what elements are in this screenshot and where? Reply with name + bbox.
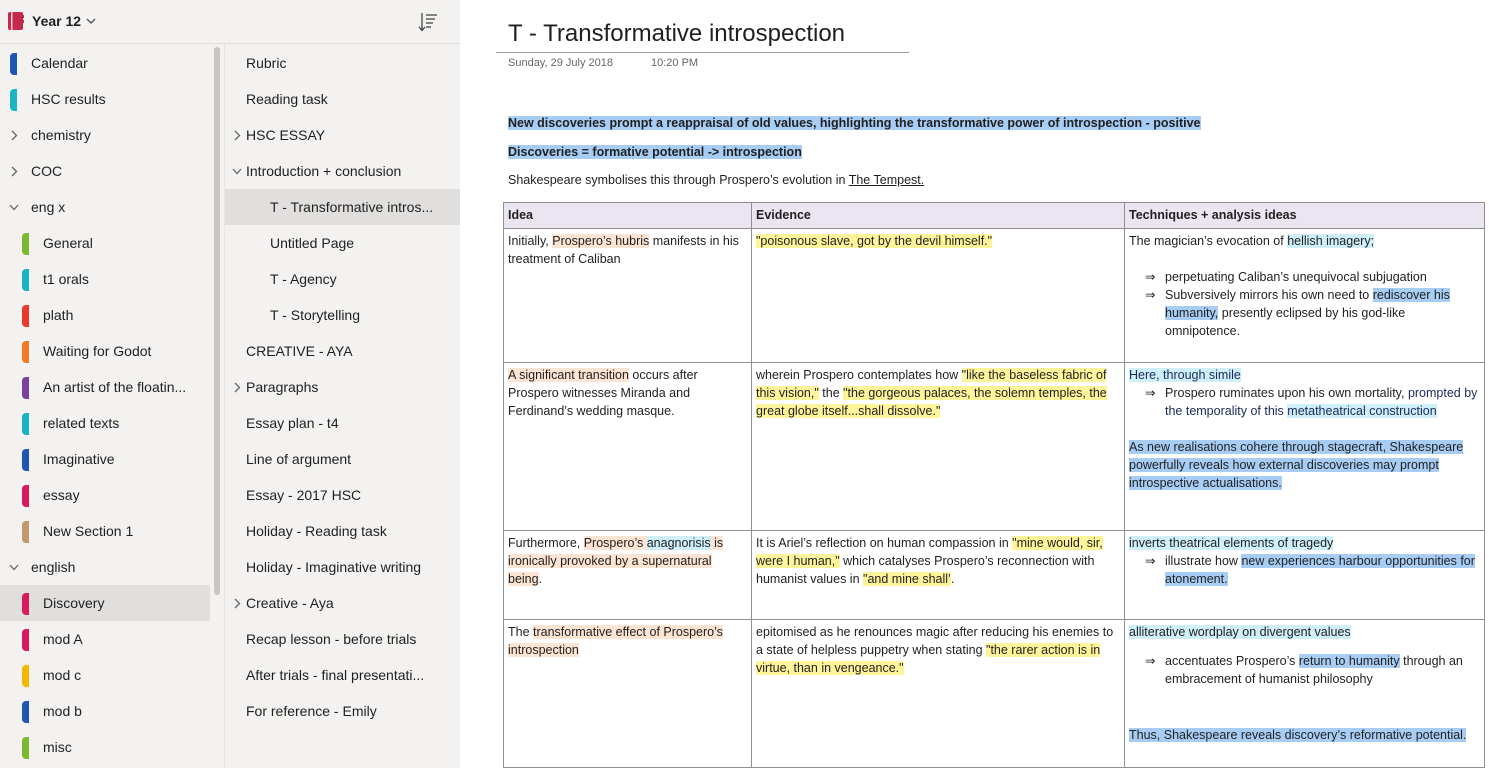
section-item-new-section-1[interactable] [0, 513, 210, 549]
section-color-tab [22, 701, 29, 723]
section-label: chemistry [31, 127, 91, 143]
section-item-discovery[interactable] [0, 585, 210, 621]
section-group-caret[interactable] [9, 129, 19, 141]
chevron-right-icon[interactable] [232, 130, 242, 142]
page-item-rubric[interactable] [225, 45, 460, 81]
arrow-icon: ⇒ [1145, 654, 1156, 668]
chevron-down-icon[interactable] [9, 562, 19, 574]
section-item-related-texts[interactable] [0, 405, 210, 441]
chevron-right-icon[interactable] [9, 130, 19, 142]
cell-evidence[interactable]: wherein Prospero contemplates how "like the baseless fabric of this vision," the "the gorgeous palaces, the solemn temples, the great globe itself...shall dissolve." [752, 363, 1125, 531]
cell-evidence[interactable]: It is Ariel’s reflection on human compassion in "mine would, sir, were I human," which catalyses Prospero’s reconnection with humanist values in "and mine shall’. [752, 531, 1125, 620]
section-color-tab [22, 269, 29, 291]
header-techniques[interactable]: Techniques + analysis ideas [1125, 203, 1485, 229]
chevron-right-icon[interactable] [232, 598, 242, 610]
page-item-untitled-page[interactable] [225, 225, 460, 261]
page-label: Holiday - Imaginative writing [246, 559, 422, 575]
page-label: HSC ESSAY [246, 127, 326, 143]
chevron-down-icon[interactable] [232, 166, 242, 178]
page-label: Rubric [246, 55, 287, 71]
cell-evidence[interactable]: "poisonous slave, got by the devil himself." [752, 229, 1125, 363]
section-group-caret[interactable] [9, 201, 19, 213]
table-row [504, 531, 1485, 620]
page-item-for-reference-emily[interactable] [225, 693, 460, 729]
arrow-icon: ⇒ [1145, 386, 1156, 400]
section-item-general[interactable] [0, 225, 210, 261]
page-label: Holiday - Reading task [246, 523, 387, 539]
section-color-tab [22, 377, 29, 399]
page-item-essay-2017-hsc[interactable] [225, 477, 460, 513]
cell-techniques[interactable]: inverts theatrical elements of tragedy ⇒ illustrate how new experiences harbour opportunities for atonement. [1125, 531, 1485, 620]
page-label: Introduction + conclusion [246, 163, 402, 179]
page-item-t-agency[interactable] [225, 261, 460, 297]
page-item-reading-task[interactable] [225, 81, 460, 117]
section-label: t1 orals [43, 271, 89, 287]
section-color-tab [22, 521, 29, 543]
page-label: Recap lesson - before trials [246, 631, 417, 647]
cell-techniques[interactable]: Here, through simile ⇒ Prospero ruminates upon his own mortality, prompted by the temporality of this metatheatrical construction As new realisations cohere through stagecraft, Shakespeare powerfully reveals how external discoveries may prompt introspective actualisations. [1125, 363, 1485, 531]
page-label: Essay plan - t4 [246, 415, 339, 431]
page-item-introduction-conclusion[interactable] [225, 153, 460, 189]
section-label: General [43, 235, 93, 251]
section-label: eng x [31, 199, 66, 215]
section-label: mod c [43, 667, 82, 683]
section-item-waiting-for-godot[interactable] [0, 333, 210, 369]
sections-scrollbar[interactable] [214, 47, 220, 595]
notebook-header [0, 0, 460, 44]
table-row [504, 229, 1485, 363]
section-color-tab [10, 89, 17, 111]
section-item-t1-orals[interactable] [0, 261, 210, 297]
text-title-the-tempest: The Tempest. [848, 173, 925, 187]
page-label: T - Storytelling [270, 307, 360, 323]
section-color-tab [22, 737, 29, 759]
section-item-essay[interactable] [0, 477, 210, 513]
cell-idea[interactable]: Furthermore, Prospero’s anagnorisis is ironically provoked by a supernatural being. [504, 531, 752, 620]
page-group-caret[interactable] [232, 381, 242, 393]
cell-techniques[interactable]: The magician’s evocation of hellish imagery; ⇒ perpetuating Caliban’s unequivocal subjugation ⇒ Subversively mirrors his own need to rediscover his humanity, presently eclipsed by his god-like omnipotence. [1125, 229, 1485, 363]
page-item-creative-aya[interactable] [225, 333, 460, 369]
section-item-mod-a[interactable] [0, 621, 210, 657]
section-item-hsc-results[interactable] [0, 81, 210, 117]
section-item-plath[interactable] [0, 297, 210, 333]
section-item-coc[interactable] [0, 153, 210, 189]
section-color-tab [22, 593, 29, 615]
page-item-essay-plan-t4[interactable] [225, 405, 460, 441]
section-item-english[interactable] [0, 549, 210, 585]
page-date: Sunday, 29 July 2018 [508, 57, 613, 69]
page-item-holiday-reading-task[interactable] [225, 513, 460, 549]
page-item-holiday-imaginative-writing[interactable] [225, 549, 460, 585]
heading-thesis[interactable]: New discoveries prompt a reappraisal of old values, highlighting the transformative power of introspection - positive [508, 116, 1201, 130]
page-time: 10:20 PM [651, 57, 699, 69]
notes-table[interactable] [503, 202, 1485, 768]
section-label: essay [43, 487, 80, 503]
page-item-hsc-essay[interactable] [225, 117, 460, 153]
chevron-down-icon[interactable] [85, 15, 97, 27]
page-label: Reading task [246, 91, 328, 107]
title-underline [496, 52, 909, 53]
page-title[interactable]: T - Transformative introspection [508, 20, 846, 47]
arrow-icon: ⇒ [1145, 270, 1156, 284]
arrow-icon: ⇒ [1145, 288, 1156, 302]
page-content [460, 0, 1489, 768]
chevron-down-icon[interactable] [9, 202, 19, 214]
section-label: mod A [43, 631, 83, 647]
header-idea[interactable]: Idea [504, 203, 752, 229]
section-color-tab [22, 341, 29, 363]
section-color-tab [10, 53, 17, 75]
section-item-misc[interactable] [0, 729, 210, 765]
cell-idea[interactable]: A significant transition occurs after Prospero witnesses Miranda and Ferdinand’s wedding masque. [504, 363, 752, 531]
section-label: Calendar [31, 55, 88, 71]
chevron-right-icon[interactable] [9, 166, 19, 178]
page-label: For reference - Emily [246, 703, 377, 719]
section-color-tab [22, 305, 29, 327]
page-label: Essay - 2017 HSC [246, 487, 362, 503]
section-label: Imaginative [43, 451, 115, 467]
section-item-chemistry[interactable] [0, 117, 210, 153]
section-label: Discovery [43, 595, 105, 611]
page-label: Line of argument [246, 451, 352, 467]
page-item-after-trials-final-presentati[interactable] [225, 657, 460, 693]
page-group-caret[interactable] [232, 165, 242, 177]
section-item-mod-b[interactable] [0, 693, 210, 729]
page-label: T - Transformative intros... [270, 199, 434, 215]
pages-pane [224, 44, 460, 768]
page-group-caret[interactable] [232, 597, 242, 609]
section-item-eng-x[interactable] [0, 189, 210, 225]
page-label: After trials - final presentati... [246, 667, 425, 683]
section-label: New Section 1 [43, 523, 134, 539]
section-item-imaginative[interactable] [0, 441, 210, 477]
section-item-calendar[interactable] [0, 45, 210, 81]
header-evidence[interactable]: Evidence [752, 203, 1125, 229]
page-label: T - Agency [270, 271, 337, 287]
notebook-title[interactable]: Year 12 [32, 13, 82, 29]
section-label: An artist of the floatin... [43, 379, 187, 395]
section-label: misc [43, 739, 72, 755]
cell-evidence[interactable]: epitomised as he renounces magic after reducing his enemies to a state of helpless puppetry when stating "the rarer action is in virtue, than in vengeance." [752, 620, 1125, 768]
section-color-tab [22, 665, 29, 687]
page-item-creative-aya[interactable] [225, 585, 460, 621]
section-color-tab [22, 233, 29, 255]
section-color-tab [22, 413, 29, 435]
section-group-caret[interactable] [9, 165, 19, 177]
page-label: Paragraphs [246, 379, 319, 395]
page-item-paragraphs[interactable] [225, 369, 460, 405]
intro-paragraph[interactable]: Shakespeare symbolises this through Prospero’s evolution in The Tempest. [508, 173, 925, 187]
heading-discoveries[interactable]: Discoveries = formative potential -> introspection [508, 145, 802, 159]
section-label: Waiting for Godot [43, 343, 152, 359]
section-color-tab [22, 629, 29, 651]
section-item-mod-c[interactable] [0, 657, 210, 693]
page-label: Untitled Page [270, 235, 355, 251]
page-item-line-of-argument[interactable] [225, 441, 460, 477]
table-header-row [504, 203, 1485, 229]
page-item-t-transformative-intros[interactable] [225, 189, 460, 225]
page-label: CREATIVE - AYA [246, 343, 353, 359]
section-label: mod b [43, 703, 82, 719]
page-item-recap-lesson-before-trials[interactable] [225, 621, 460, 657]
table-row [504, 363, 1485, 531]
notebook-icon[interactable] [7, 11, 25, 31]
section-color-tab [22, 485, 29, 507]
section-item-an-artist-of-the-floatin[interactable] [0, 369, 210, 405]
chevron-right-icon[interactable] [232, 382, 242, 394]
page-label: Creative - Aya [246, 595, 334, 611]
section-group-caret[interactable] [9, 561, 19, 573]
cell-idea[interactable]: The transformative effect of Prospero’s introspection [504, 620, 752, 768]
arrow-icon: ⇒ [1145, 554, 1156, 568]
section-color-tab [22, 449, 29, 471]
cell-techniques[interactable]: alliterative wordplay on divergent values ⇒ accentuates Prospero’s return to humanity through an embracement of humanist philosophy Thus, Shakespeare reveals discovery’s reformative potential. [1125, 620, 1485, 768]
page-item-t-storytelling[interactable] [225, 297, 460, 333]
table-row [504, 620, 1485, 768]
sections-pane [0, 44, 224, 768]
cell-idea[interactable]: Initially, Prospero’s hubris manifests in his treatment of Caliban [504, 229, 752, 363]
section-label: plath [43, 307, 74, 323]
section-label: english [31, 559, 76, 575]
section-label: HSC results [31, 91, 106, 107]
sort-pages-icon[interactable] [418, 11, 438, 33]
section-label: related texts [43, 415, 120, 431]
section-label: COC [31, 163, 63, 179]
page-group-caret[interactable] [232, 129, 242, 141]
